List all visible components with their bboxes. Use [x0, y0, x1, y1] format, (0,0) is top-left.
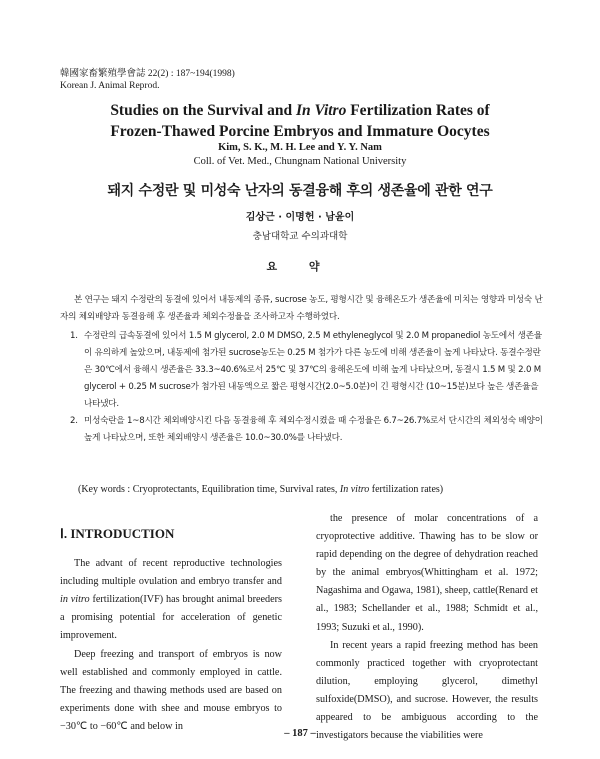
abstract-intro: 본 연구는 돼지 수정란의 동결에 있어서 내동제의 종류, sucrose 농도, 평형시간 및 융해온도가 생존율에 미치는 영향과 미성숙 난자의 체외배양과 동결융해 후 생존율과 체외수정율을 조사하고자 수행하였다.: [60, 295, 543, 322]
intro-p1-italic: in vitro: [60, 594, 90, 606]
section-heading: Ⅰ. INTRODUCTION: [60, 526, 175, 541]
page-number: – 187 –: [284, 728, 316, 739]
title-line2: Frozen-Thawed Porcine Embryos and Immature Oocytes: [110, 123, 490, 140]
abstract-item-text: 미성숙란을 1~8시간 체외배양시킨 다음 동결융해 후 체외수정시켰을 때 수정율은 6.7~26.7%로서 단시간의 체외성숙 배양이 높게 나타났으며, 또한 체외배양시 생존율은 10.0~30.0%를 나타냈다.: [84, 416, 543, 443]
keywords-suffix: fertilization rates): [369, 484, 444, 495]
abstract-heading: 요 약: [266, 260, 334, 273]
abstract-item-number: 1.: [70, 331, 78, 341]
keywords-italic: In vitro: [339, 484, 370, 495]
authors-en: Kim, S. K., M. H. Lee and Y. Y. Nam: [218, 142, 382, 153]
title-part1: Studies on the Survival and: [110, 102, 296, 119]
paper-title-ko: 돼지 수정란 및 미성숙 난자의 동결융해 후의 생존율에 관한 연구: [107, 183, 493, 199]
journal-citation-ko: 韓國家畜繁殖學會誌 22(2) : 187~194(1998): [60, 69, 235, 79]
journal-citation: [60, 68, 235, 92]
abstract-item: [60, 328, 546, 413]
keywords-prefix: (Key words : Cryoprotectants, Equilibration time, Survival rates,: [78, 484, 340, 495]
abstract-item: [60, 413, 546, 447]
abstract-item-number: 2.: [70, 416, 78, 426]
journal-citation-en: Korean J. Animal Reprod.: [60, 81, 160, 91]
paper-title-en: [60, 100, 540, 142]
intro-paragraph-2: Deep freezing and transport of embryos is now well established and commonly employed in cattle. The freezing and thawing methods used are based on experiments done with shee and mouse embryos to −30℃ to −60℃ and below in: [60, 648, 282, 732]
affiliation-en: Coll. of Vet. Med., Chungnam National University: [193, 156, 407, 167]
title-italic: In Vitro: [295, 102, 347, 119]
intro-p1-text-b: fertilization(IVF) has brought animal breeders a promising potential for acceleration of genetic improvement.: [60, 594, 282, 642]
intro-paragraph-1: [60, 555, 282, 645]
intro-p1-text-a: The advant of recent reproductive technologies including multiple ovulation and embryo transfer and: [60, 558, 282, 588]
abstract-list: [60, 328, 546, 447]
affiliation-ko: 충남대학교 수의과대학: [252, 231, 348, 242]
title-part2: Fertilization Rates of: [346, 102, 490, 119]
intro-paragraph-4: In recent years a rapid freezing method has been commonly practiced together with cryoprotectant dilution, employing glycerol, dimethyl sulfoxide(DMSO), and sucrose. However, the results appeared to be ambiguous according to the investigators because the viabilities were: [316, 639, 538, 742]
left-column: [60, 525, 282, 736]
abstract-item-text: 수정란의 급속동결에 있어서 1.5 M glycerol, 2.0 M DMSO, 2.5 M ethyleneglycol 및 2.0 M propanediol 농도에서 생존율이 유의하게 높았으며, 내동제에 첨가된 sucrose농도는 0.25 M 첨가가 다른 농도에 비해 생존율이 높게 나타났다. 동결수정란은 30℃에서 융해시 생존율은 33.3~40.6%로서 25℃ 및 37℃의 융해온도에 비해 높게 나타났으며, 동결시 1.5 M 및 2.0 M glycerol + 0.25 M sucrose가 첨가된 내동액으로 짧은 평형시간(2.0~5.0분)이 긴 평형시간 (10~15분)보다 높은 생존율을 나타냈다.: [84, 331, 542, 409]
authors-ko: 김상근 · 이명헌 · 남윤이: [245, 212, 355, 223]
intro-paragraph-3: the presence of molar concentrations of a cryoprotective additive. Thawing has to be slow or rapid depending on the degree of dehydration reached by the animal embryos(Whittingham et al. 1972; Nagashima and Ogawa, 1981), sheep, cattle(Renard et al., 1983; Schellander et al., 1988; Schmidt et al., 1993; Suzuki et al., 1990).: [316, 513, 538, 633]
abstract-body: [60, 292, 546, 447]
right-column: [316, 510, 538, 745]
keywords: [78, 484, 443, 495]
